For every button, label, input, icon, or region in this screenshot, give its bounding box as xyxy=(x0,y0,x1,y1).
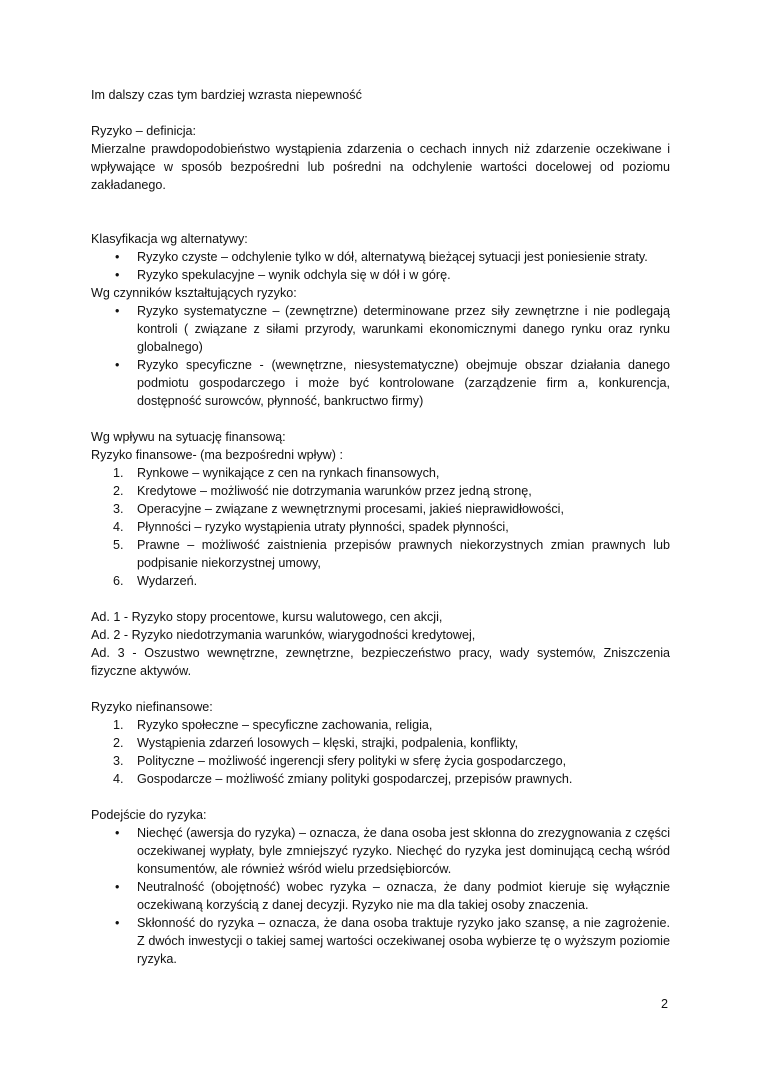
list-item: 3. Polityczne – możliwość ingerencji sfery polityki w sferę życia gospodarczego, xyxy=(113,754,567,768)
list-item: 5. Prawne – możliwość zaistnienia przepisów prawnych niekorzystnych zmian prawnych lub podpisanie niekorzystnej umowy, xyxy=(113,538,670,570)
item-number: 6. xyxy=(113,574,124,588)
list-item: 1. Rynkowe – wynikające z cen na rynkach finansowych, xyxy=(113,466,440,480)
list-item: 2. Wystąpienia zdarzeń losowych – klęski, strajki, podpalenia, konflikty, xyxy=(113,736,519,750)
financial-heading: Wg wpływu na sytuację finansową: xyxy=(91,430,286,444)
list-item: • Neutralność (obojętność) wobec ryzyka – oznacza, że dany podmiot kieruje się wyłącznie oczekiwaną korzyścią z danej decyzji. Ryzyko nie ma dla takiej osoby znaczenia. xyxy=(115,880,670,912)
item-number: 4. xyxy=(113,520,124,534)
classification-factors-list xyxy=(91,302,670,410)
bullet-icon: • xyxy=(115,916,120,930)
list-item: • Ryzyko specyficzne - (wewnętrzne, niesystematyczne) obejmuje obszar działania danego podmiotu gospodarczego i może być kontrolowane (zarządzenie firm a, konkurencja, dostępność surowców, płynność, bankructwo firmy) xyxy=(115,358,670,408)
item-number: 2. xyxy=(113,736,124,750)
list-item: 3. Operacyjne – związane z wewnętrznymi procesami, jakieś nieprawidłowości, xyxy=(113,502,564,516)
list-item: • Ryzyko systematyczne – (zewnętrzne) determinowane przez siły zewnętrzne i nie podlegają kontroli ( związane z siłami przyrody, warunkami ekonomicznymi danego rynku oraz rynku globalnego) xyxy=(115,304,670,354)
bullet-icon: • xyxy=(115,268,120,282)
note-line: Ad. 1 - Ryzyko stopy procentowe, kursu walutowego, cen akcji, xyxy=(91,610,443,624)
item-number: 3. xyxy=(113,502,124,516)
note-line: Ad. 2 - Ryzyko niedotrzymania warunków, wiarygodności kredytowej, xyxy=(91,628,476,642)
nonfinancial-heading: Ryzyko niefinansowe: xyxy=(91,700,213,714)
approach-list xyxy=(91,824,670,968)
list-item: 6. Wydarzeń. xyxy=(113,574,198,588)
list-item: • Ryzyko czyste – odchylenie tylko w dół, alternatywą bieżącej sytuacji jest poniesienie straty. xyxy=(115,250,648,264)
document-page xyxy=(91,86,670,968)
list-item: • Niechęć (awersja do ryzyka) – oznacza, że dana osoba jest skłonna do zrezygnowania z części oczekiwanej wypłaty, byle zmniejszyć ryzyko. Niechęć do ryzyka jest dominującą cechą wśród konsumentów, ale również wśród wielu przedsiębiorców. xyxy=(115,826,670,876)
item-number: 2. xyxy=(113,484,124,498)
classification-alt-heading: Klasyfikacja wg alternatywy: xyxy=(91,232,248,246)
bullet-icon: • xyxy=(115,304,120,318)
note-line: Ad. 3 - Oszustwo wewnętrzne, zewnętrzne, bezpieczeństwo pracy, wady systemów, Zniszczenia fizyczne aktywów. xyxy=(91,646,670,678)
intro-line: Im dalszy czas tym bardziej wzrasta niepewność xyxy=(91,88,362,102)
financial-subheading: Ryzyko finansowe- (ma bezpośredni wpływ) : xyxy=(91,448,343,462)
item-number: 1. xyxy=(113,718,124,732)
list-item: 4. Płynności – ryzyko wystąpienia utraty płynności, spadek płynności, xyxy=(113,520,509,534)
list-item: 4. Gospodarcze – możliwość zmiany polityki gospodarczej, przepisów prawnych. xyxy=(113,772,573,786)
classification-factors-heading: Wg czynników kształtujących ryzyko: xyxy=(91,286,297,300)
approach-heading: Podejście do ryzyka: xyxy=(91,808,207,822)
list-item: 1. Ryzyko społeczne – specyficzne zachowania, religia, xyxy=(113,718,433,732)
classification-alt-list xyxy=(91,248,670,284)
definition-text: Mierzalne prawdopodobieństwo wystąpienia zdarzenia o cechach innych niż zdarzenie oczekiwane i wpływające w sposób bezpośredni lub pośredni na odchylenie wartości docelowej od poziomu zakładanego. xyxy=(91,142,670,192)
list-item: • Ryzyko spekulacyjne – wynik odchyla się w dół i w górę. xyxy=(115,268,451,282)
financial-list xyxy=(91,464,670,590)
bullet-icon: • xyxy=(115,250,120,264)
page-number: 2 xyxy=(661,997,669,1011)
item-number: 5. xyxy=(113,538,124,552)
item-number: 3. xyxy=(113,754,124,768)
bullet-icon: • xyxy=(115,358,120,372)
list-item: 2. Kredytowe – możliwość nie dotrzymania warunków przez jedną stronę, xyxy=(113,484,532,498)
item-number: 1. xyxy=(113,466,124,480)
definition-heading: Ryzyko – definicja: xyxy=(91,124,196,138)
nonfinancial-list xyxy=(91,716,670,788)
bullet-icon: • xyxy=(115,826,120,840)
list-item: • Skłonność do ryzyka – oznacza, że dana osoba traktuje ryzyko jako szansę, a nie zagrożenie. Z dwóch inwestycji o takiej samej wartości oczekiwanej osoba wybierze tę o wyższym poziomie ryzyka. xyxy=(115,916,670,966)
bullet-icon: • xyxy=(115,880,120,894)
item-number: 4. xyxy=(113,772,124,786)
